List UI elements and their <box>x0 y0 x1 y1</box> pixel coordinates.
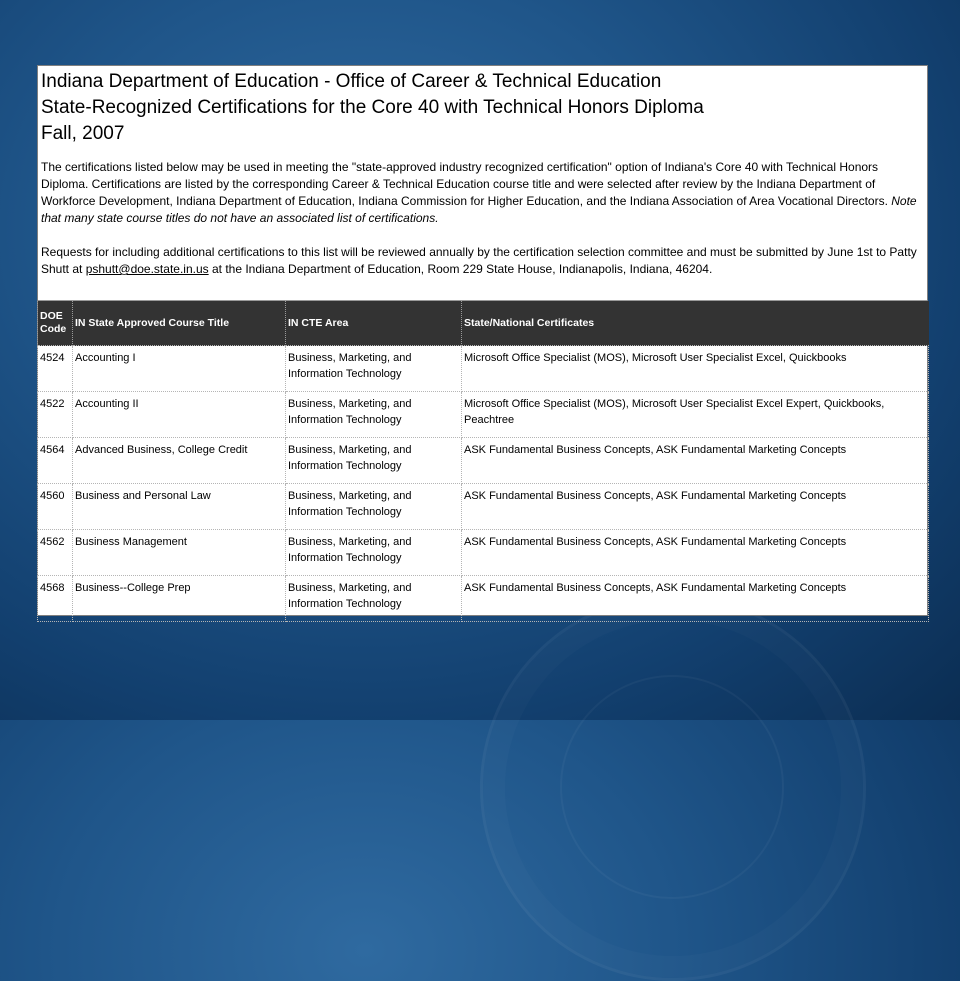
course-title-cell: Accounting II <box>73 392 286 438</box>
doe-code-cell: 4568 <box>38 576 73 622</box>
course-title-cell: Business--College Prep <box>73 576 286 622</box>
cte-area-cell: Business, Marketing, and Information Technology <box>286 530 462 576</box>
column-header-doe-code: DOE Code <box>38 301 73 346</box>
certifications-table <box>37 301 929 622</box>
certificates-cell: ASK Fundamental Business Concepts, ASK Fundamental Marketing Concepts <box>462 530 929 576</box>
cte-area-cell: Business, Marketing, and Information Technology <box>286 438 462 484</box>
certificates-cell: ASK Fundamental Business Concepts, ASK Fundamental Marketing Concepts <box>462 576 929 622</box>
table-row <box>38 484 929 530</box>
doe-code-cell: 4564 <box>38 438 73 484</box>
doe-code-cell: 4560 <box>38 484 73 530</box>
email-link[interactable]: pshutt@doe.state.in.us <box>85 262 209 276</box>
intro-paragraph <box>41 159 921 227</box>
title-line-1: Indiana Department of Education - Office of Career & Technical Education <box>41 71 662 92</box>
title-line-2: State-Recognized Certifications for the Core 40 with Technical Honors Diploma <box>41 97 704 118</box>
cte-area-cell: Business, Marketing, and Information Technology <box>286 576 462 622</box>
table-row <box>38 392 929 438</box>
cte-area-cell: Business, Marketing, and Information Technology <box>286 346 462 392</box>
request-text: Requests for including additional certifications to this list will be reviewed annually by the certification selection committee and must be submitted by June 1st to Patty Shutt at <box>41 245 917 276</box>
request-text-end: at the Indiana Department of Education, Room 229 State House, Indianapolis, Indiana, 46204. <box>208 262 713 276</box>
doe-code-cell: 4522 <box>38 392 73 438</box>
intro-note: Note that many state course titles do not have an associated list of certifications. <box>41 194 917 225</box>
certificates-cell: Microsoft Office Specialist (MOS), Microsoft User Specialist Excel, Quickbooks <box>462 346 929 392</box>
certificates-cell: Microsoft Office Specialist (MOS), Microsoft User Specialist Excel Expert, Quickbooks, Peachtree <box>462 392 929 438</box>
table-row <box>38 346 929 392</box>
doe-code-cell: 4562 <box>38 530 73 576</box>
doe-code-cell: 4524 <box>38 346 73 392</box>
title-line-3: Fall, 2007 <box>41 123 125 144</box>
document-sheet <box>37 65 928 616</box>
column-header-certificates: State/National Certificates <box>462 301 929 346</box>
course-title-cell: Advanced Business, College Credit <box>73 438 286 484</box>
intro-text: The certifications listed below may be used in meeting the "state-approved industry recognized certification" option of Indiana's Core 40 with Technical Honors Diploma. Certifications are listed by the corresponding Career & Technical Education course title and were selected after review by the Indiana Department of Workforce Development, Indiana Department of Education, Indiana Commission for Higher Education, and the Indiana Association of Area Vocational Directors. <box>41 160 892 208</box>
cte-area-cell: Business, Marketing, and Information Technology <box>286 392 462 438</box>
document-header <box>38 66 927 301</box>
table-row <box>38 530 929 576</box>
column-header-course-title: IN State Approved Course Title <box>73 301 286 346</box>
request-paragraph <box>41 244 921 278</box>
course-title-cell: Accounting I <box>73 346 286 392</box>
certificates-cell: ASK Fundamental Business Concepts, ASK Fundamental Marketing Concepts <box>462 438 929 484</box>
table-row <box>38 438 929 484</box>
certificates-cell: ASK Fundamental Business Concepts, ASK Fundamental Marketing Concepts <box>462 484 929 530</box>
cte-area-cell: Business, Marketing, and Information Technology <box>286 484 462 530</box>
background-seal-inner <box>560 675 784 899</box>
column-header-cte-area: IN CTE Area <box>286 301 462 346</box>
course-title-cell: Business and Personal Law <box>73 484 286 530</box>
table-row <box>38 576 929 622</box>
table-header-row <box>38 301 929 346</box>
course-title-cell: Business Management <box>73 530 286 576</box>
